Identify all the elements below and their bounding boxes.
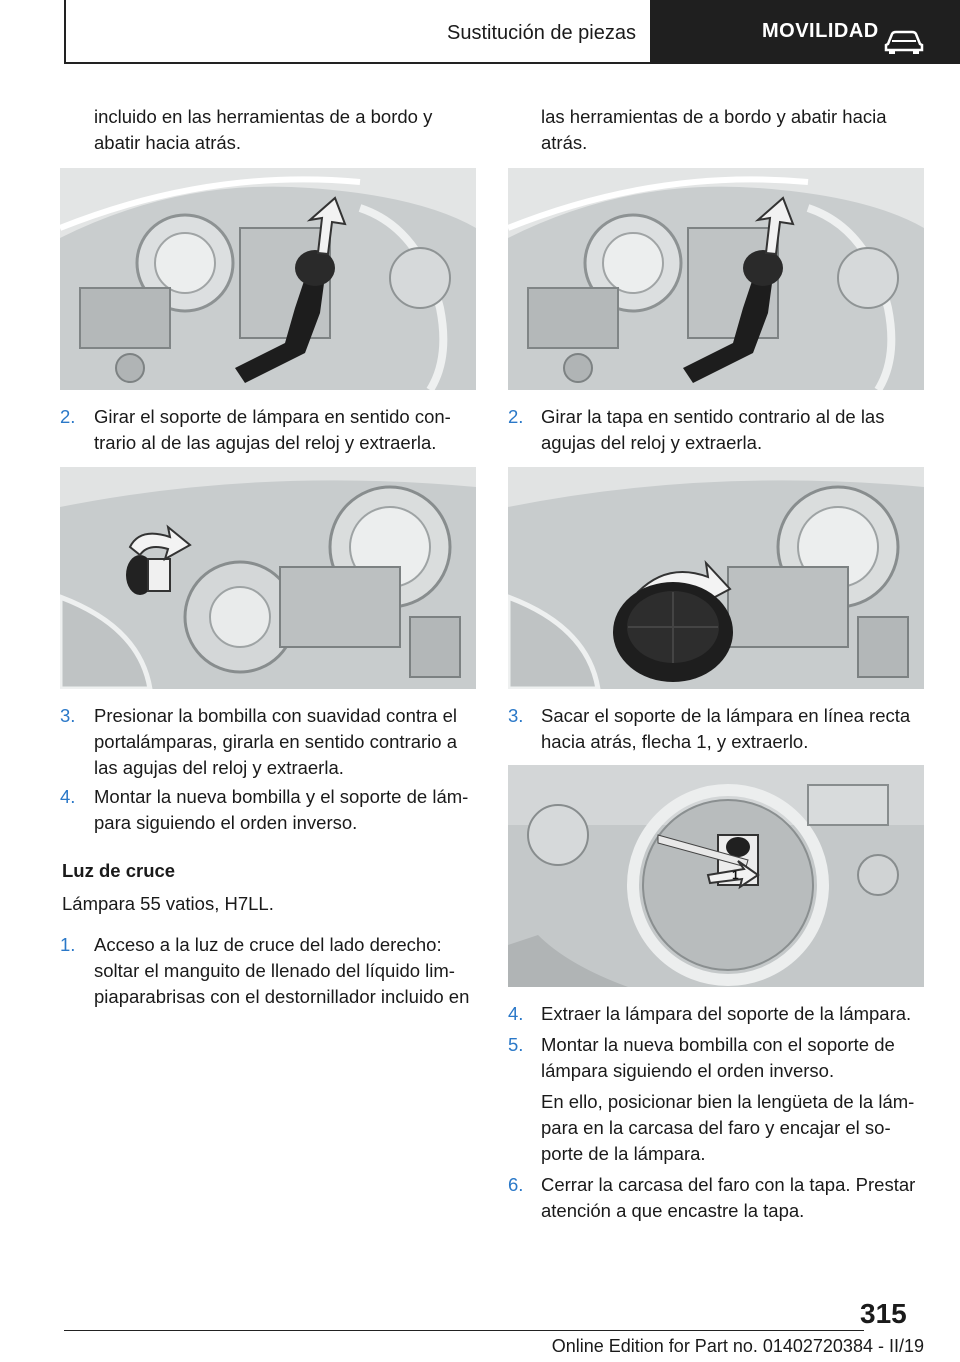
figure-lamp-holder-rotate	[60, 467, 476, 689]
left-intro-line-2: abatir hacia atrás.	[94, 132, 242, 153]
left-step-4-line-1: Montar la nueva bombilla y el soporte de lám‐	[94, 786, 469, 807]
right-step-4-line-1: Extraer la lámpara del soporte de la lámpara.	[541, 1003, 912, 1024]
page-number: 315	[860, 1298, 907, 1329]
left-intro-line-1: incluido en las herramientas de a bordo y	[94, 106, 433, 127]
left-step-3-line-1: Presionar la bombilla con suavidad contra el	[94, 705, 458, 726]
figure-headlight-filler-neck-right	[508, 168, 924, 390]
right-step-5-line-1: Montar la nueva bombilla con el soporte de	[541, 1034, 895, 1055]
right-step-6-number: 6.	[508, 1174, 524, 1195]
car-icon	[882, 28, 926, 54]
left-step-2-line-2: trario al de las agujas del reloj y extraerla.	[94, 432, 437, 453]
left-step-2-number: 2.	[60, 406, 76, 427]
header-rule-horizontal	[64, 62, 650, 64]
left-step-4-number: 4.	[60, 786, 76, 807]
footer-rule	[64, 1330, 864, 1331]
figure-arrow-label: 1	[732, 868, 739, 882]
left-step-1-number: 1.	[60, 934, 76, 955]
right-step-3-number: 3.	[508, 705, 524, 726]
right-step-4-number: 4.	[508, 1003, 524, 1024]
right-step-5-number: 5.	[508, 1034, 524, 1055]
left-step-1-line-1: Acceso a la luz de cruce del lado derecho:	[94, 934, 442, 955]
left-step-2-line-1: Girar el soporte de lámpara en sentido con‐	[94, 406, 451, 427]
right-step-5-extra-line-1: En ello, posicionar bien la lengüeta de la lám‐	[541, 1091, 915, 1112]
right-step-6-line-2: atención a que encastre la tapa.	[541, 1200, 805, 1221]
chapter-tab-label: MOVILIDAD	[762, 20, 879, 42]
right-intro-line-2: atrás.	[541, 132, 588, 153]
left-step-4-line-2: para siguiendo el orden inverso.	[94, 812, 358, 833]
right-step-2-line-1: Girar la tapa en sentido contrario al de las	[541, 406, 885, 427]
right-step-2-number: 2.	[508, 406, 524, 427]
left-step-1-line-3: piaparabrisas con el destornillador incluido en	[94, 986, 470, 1007]
left-step-3-line-3: las agujas del reloj y extraerla.	[94, 757, 344, 778]
right-step-6-line-1: Cerrar la carcasa del faro con la tapa. Prestar	[541, 1174, 916, 1195]
left-step-3-number: 3.	[60, 705, 76, 726]
right-step-5-extra-line-3: porte de la lámpara.	[541, 1143, 706, 1164]
left-step-3-line-2: portalámparas, girarla en sentido contrario a	[94, 731, 457, 752]
right-step-3-line-1: Sacar el soporte de la lámpara en línea recta	[541, 705, 911, 726]
figure-cover-rotate	[508, 467, 924, 689]
right-intro-line-1: las herramientas de a bordo y abatir hacia	[541, 106, 887, 127]
right-step-5-line-2: lámpara siguiendo el orden inverso.	[541, 1060, 835, 1081]
section-title: Sustitución de piezas	[446, 22, 636, 44]
right-step-3-line-2: hacia atrás, flecha 1, y extraerlo.	[541, 731, 809, 752]
right-step-5-extra-line-2: para en la carcasa del faro y encajar el so‐	[541, 1117, 891, 1138]
figure-headlight-filler-neck	[60, 168, 476, 390]
left-step-1-line-2: soltar el manguito de llenado del líquido lim‐	[94, 960, 455, 981]
right-step-2-line-2: agujas del reloj y extraerla.	[541, 432, 763, 453]
figure-lamp-holder-pull	[508, 765, 924, 987]
footer-edition: Online Edition for Part no. 01402720384 - II/19	[551, 1336, 924, 1356]
lamp-spec: Lámpara 55 vatios, H7LL.	[62, 893, 274, 914]
section-heading-low-beam: Luz de cruce	[62, 860, 176, 881]
